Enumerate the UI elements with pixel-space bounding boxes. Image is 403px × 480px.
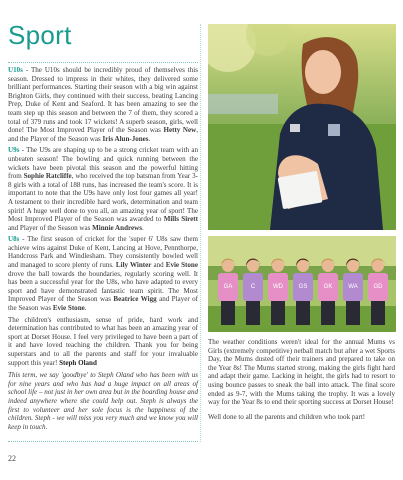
u9s-mip-name: Mills Sirett xyxy=(163,215,198,224)
u8s-player2-name: Evie Stone xyxy=(165,261,198,270)
u9s-pots-name: Minnie Andrews xyxy=(92,223,142,232)
netball-closing: Well done to all the parents and children who took part! xyxy=(208,412,366,421)
u9s-label: U9s xyxy=(8,146,20,155)
bib-label: WD xyxy=(273,284,283,290)
closing-paragraph: The children's enthusiasm, sense of pride, hard work and determination has contributed to what has been an amazing year of sport at Dorset House. I feel very privileged to have been a part of it and have loved teaching the children. Thank you for being superstars and to all the parents and staff for your invaluable support this year! Steph Oland xyxy=(8,315,198,367)
title-divider xyxy=(8,62,198,63)
signature: Steph Oland xyxy=(59,358,97,367)
bib-label: C xyxy=(250,284,256,290)
footer-divider xyxy=(8,441,198,442)
page-title: Sport xyxy=(8,20,72,50)
left-article xyxy=(8,66,198,434)
bib-label: GS xyxy=(298,284,308,290)
u8s-player1-name: Lily Winter xyxy=(115,261,152,270)
u8s-pots-name: Evie Stone xyxy=(52,304,85,313)
u10s-mip-name: Hetty New xyxy=(163,126,197,135)
u8s-paragraph: U8s - The first season of cricket for the 'super 6' U8s saw them achieve wins against Duke of Kent, Lancing at Hove, Pennthorpe, Handcross Park and Windlesham. They consistently bowled well and managed to score plenty of runs. Lily Winter and Evie Stone drove the ball towards the boundaries, regularly scoring well. It has been a successful year for the U8s, who have adapted to every sport and have demonstrated fantastic team spirit. The Most Improved Player of the Season was Beatrice Wigg and Player of the Season was Evie Stone. xyxy=(8,235,198,313)
team-photo xyxy=(208,236,396,332)
netball-paragraph: The weather conditions weren't ideal for the annual Mums vs Girls (extremely competitive) netball match but after a wet Sports Day, the Mums dusted off their trainers and prepared to take on the Year 8s! The Mums started strong, making the girls fight hard and adapt their game. Lacking in height, the girls had to resort to using bounce passes to sneak the ball into attack. The final score ended as 9-7, with the Mums taking the trophy. It was a lovely way for the Year 8s to end their sporting success at Dorset House! xyxy=(208,338,395,407)
bib-label: GK xyxy=(323,284,333,290)
u9s-hitter-name: Sophie Ratcliffe xyxy=(23,172,72,181)
u10s-pots-name: Iris Alun-Jones xyxy=(102,134,149,143)
farewell-paragraph: This term, we say 'goodbye' to Steph Oland who has been with us for nine years and who has had a huge impact on all areas of school life – not just in her own area but in the boarding house and indeed anywhere where she could help out. Steph is always the first to volunteer and her sole focus is the happiness of the children. Steph - we will miss you very much and we know you will keep in touch. xyxy=(8,371,198,431)
u8s-mip-name: Beatrice Wigg xyxy=(113,295,157,304)
netball-article xyxy=(208,338,395,424)
bib-label: WA xyxy=(348,284,358,290)
u9s-paragraph: U9s - The U9s are shaping up to be a strong cricket team with an unbeaten season! The bowling and quick running between the wickets have been pivotal this season and the powerful hitting from Sophie Ratcliffe, who received the top batsman from Year 3-8 girls with a total of 188 runs, has increased the team's score. It is important to note that the U9s have only lost four games all year! A testament to their incredible hard work, determination and team spirit! A huge well done to you all, an amazing year of sport! The Most Improved Player of the Season was awarded to Mills Sirett and Player of the Season was Minnie Andrews. xyxy=(8,146,198,232)
coach-photo xyxy=(208,24,396,230)
page-number: 22 xyxy=(8,454,16,463)
column-divider xyxy=(200,24,201,442)
u10s-label: U10s xyxy=(8,66,23,74)
bib-label: GA xyxy=(223,284,233,290)
u8s-label: U8s xyxy=(8,235,20,244)
bib-label: GD xyxy=(373,284,383,290)
u10s-paragraph: U10s - The U10s should be incredibly proud of themselves this season. Dressed to impress in their whites, they delivered some brilliant performances. Starting their season with a big win against Brighton Girls, they continued with their success, beating Lancing Prep, Duke of Kent and Seaford. It has been amazing to see the team step up this season and between the 7 of them, they scored a total of 379 runs and took 17 wickets! A superb season, girls, well done! The Most Improved Player of the Season was Hetty New, and the Player of the Season was Iris Alun-Jones. xyxy=(8,66,198,143)
